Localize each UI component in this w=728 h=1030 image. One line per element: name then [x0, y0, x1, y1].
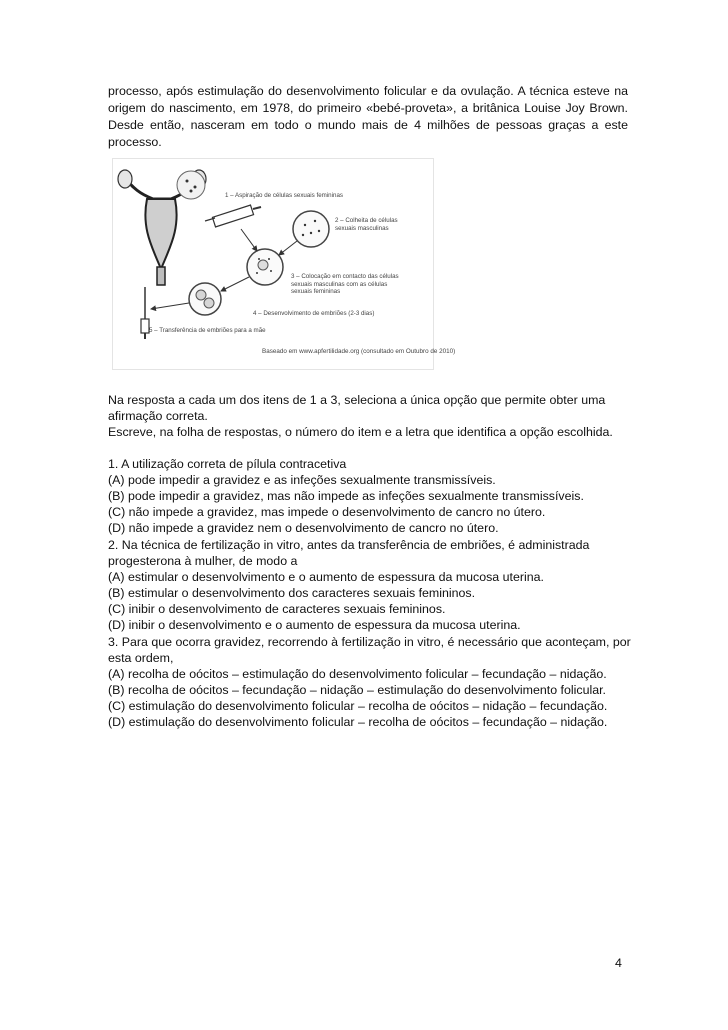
question-3-option-d: (D) estimulação do desenvolvimento folicular – recolha de oócitos – fecundação – nidação.	[108, 715, 608, 729]
ovary-follicles	[177, 171, 205, 199]
question-3-stem-line-2: esta ordem,	[108, 651, 174, 665]
question-3	[108, 634, 648, 730]
figure-source: Baseado em www.apfertilidade.org (consultado em Outubro de 2010)	[262, 348, 456, 355]
question-1-option-a: (A) pode impedir a gravidez e as infeções sexualmente transmissíveis.	[108, 473, 496, 487]
label-step-3: 3 – Colocação em contacto das células sexuais masculinas com as células sexuais femininas	[291, 273, 399, 295]
question-1-option-b: (B) pode impedir a gravidez, mas não impede as infeções sexualmente transmissíveis.	[108, 489, 584, 503]
question-2-option-c: (C) inibir o desenvolvimento de caracteres sexuais femininos.	[108, 602, 446, 616]
question-3-stem-line-1: 3. Para que ocorra gravidez, recorrendo à fertilização in vitro, é necessário que aconteçam, por	[108, 635, 631, 649]
syringe-drawing	[205, 205, 261, 227]
question-2	[108, 537, 648, 633]
catheter-drawing	[141, 287, 149, 339]
label-step-4: 4 – Desenvolvimento de embriões (2-3 dias)	[253, 310, 375, 317]
label-step-2: 2 – Colheita de células sexuais masculinas	[335, 217, 398, 232]
instructions-line-3: Escreve, na folha de respostas, o número do item e a letra que identifica a opção escolhida.	[108, 425, 613, 439]
label-step-1: 1 – Aspiração de células sexuais femininas	[225, 192, 343, 199]
question-1-option-c: (C) não impede a gravidez, mas impede o desenvolvimento de cancro no útero.	[108, 505, 546, 519]
dish-contact	[247, 249, 283, 285]
page-number: 4	[615, 956, 622, 970]
instructions	[108, 392, 648, 440]
question-3-option-b: (B) recolha de oócitos – fecundação – nidação – estimulação do desenvolvimento folicular.	[108, 683, 606, 697]
question-1-stem: 1. A utilização correta de pílula contracetiva	[108, 457, 347, 471]
question-2-stem-line-1: 2. Na técnica de fertilização in vitro, antes da transferência de embriões, é administrada	[108, 538, 590, 552]
question-2-stem-line-2: progesterona à mulher, de modo a	[108, 554, 298, 568]
question-2-option-d: (D) inibir o desenvolvimento e o aumento de espessura da mucosa uterina.	[108, 618, 521, 632]
ivf-diagram	[112, 158, 434, 370]
ivf-illustration	[113, 159, 433, 369]
intro-paragraph: processo, após estimulação do desenvolvimento folicular e da ovulação. A técnica esteve na origem do nascimento, em 1978, do primeiro «bebé-proveta», a britânica Louise Joy Brown. Desde então, nasceram em todo o mundo mais de 4 milhões de pessoas graças a este processo.	[108, 84, 628, 149]
question-1-option-d: (D) não impede a gravidez nem o desenvolvimento de cancro no útero.	[108, 521, 499, 535]
question-2-option-b: (B) estimular o desenvolvimento dos caracteres sexuais femininos.	[108, 586, 476, 600]
instructions-line-1: Na resposta a cada um dos itens de 1 a 3, seleciona a única opção que permite obter uma	[108, 393, 606, 407]
question-3-option-c: (C) estimulação do desenvolvimento folicular – recolha de oócitos – nidação – fecundação.	[108, 699, 608, 713]
label-step-5: 5 – Transferência de embriões para a mãe	[149, 327, 266, 334]
instructions-line-2: afirmação correta.	[108, 409, 208, 423]
dish-male-cells	[293, 211, 329, 247]
question-3-option-a: (A) recolha de oócitos – estimulação do desenvolvimento folicular – fecundação – nidação.	[108, 667, 607, 681]
question-2-option-a: (A) estimular o desenvolvimento e o aumento de espessura da mucosa uterina.	[108, 570, 544, 584]
question-1	[108, 456, 648, 536]
dish-embryos	[189, 283, 221, 315]
